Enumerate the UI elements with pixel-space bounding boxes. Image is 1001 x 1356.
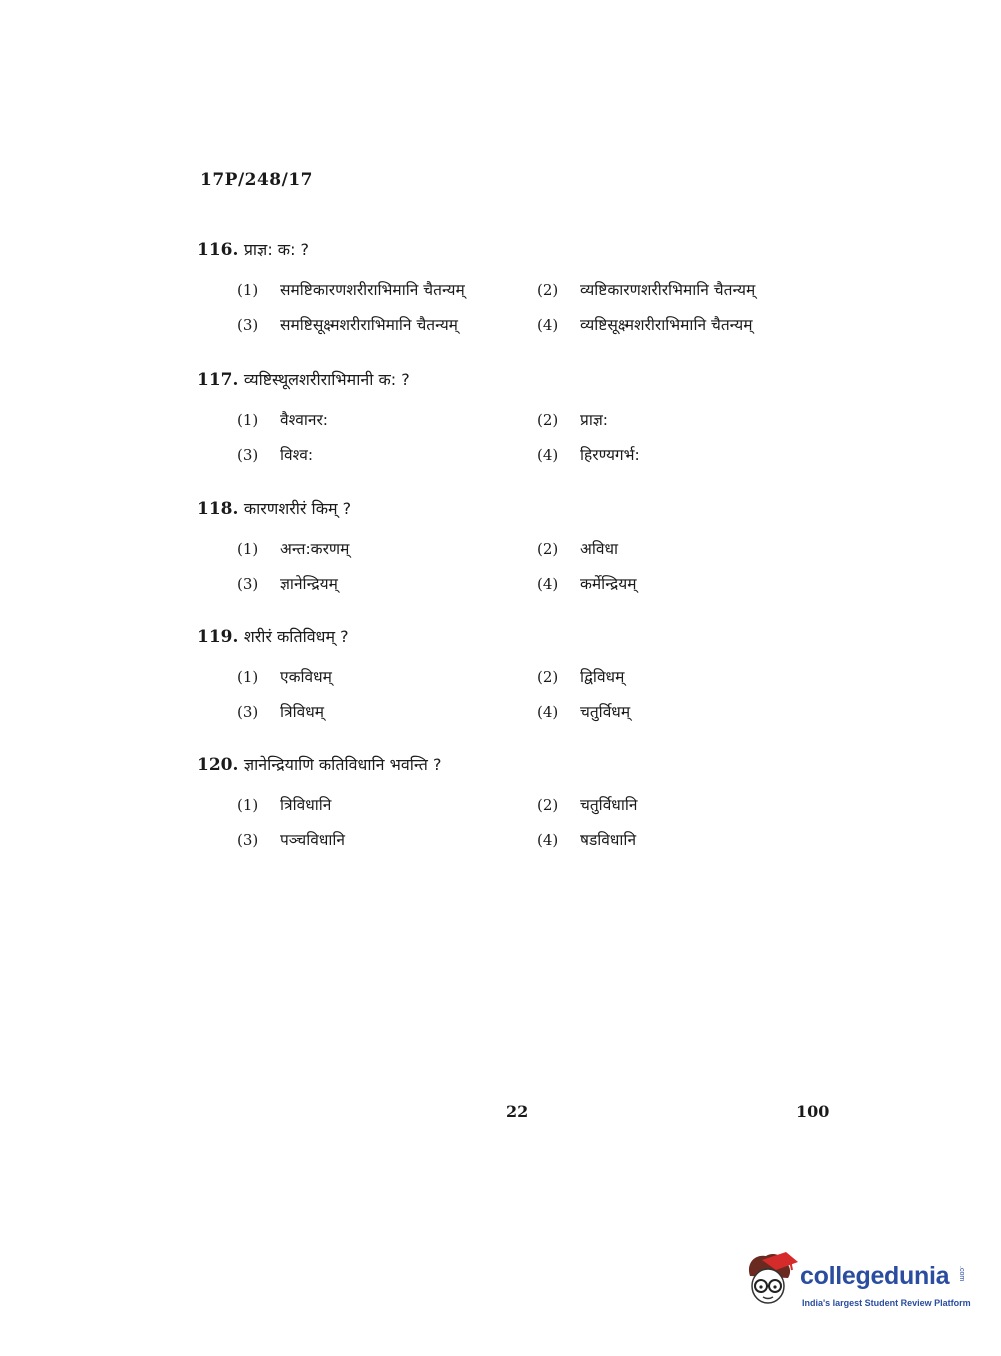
option-4 (537, 566, 636, 602)
question-116 (197, 237, 837, 342)
question-120 (197, 752, 837, 857)
option-number: (1) (237, 411, 259, 429)
question-stem (197, 367, 837, 393)
question-text: कारणशरीरं किम् ? (243, 499, 352, 518)
option-number: (3) (237, 575, 259, 593)
question-117 (197, 367, 837, 472)
option-text: एकविधम् (280, 668, 332, 686)
question-number: 118. (197, 499, 239, 519)
option-number: (3) (237, 446, 259, 464)
question-number: 119. (197, 627, 239, 647)
option-row (197, 822, 837, 857)
option-number: (2) (537, 411, 559, 429)
option-text: अन्त:करणम् (280, 540, 350, 558)
option-text: कर्मेन्द्रियम् (580, 575, 637, 593)
option-text: चतुर्विधम् (580, 703, 631, 721)
student-mascot-icon (742, 1250, 800, 1310)
option-3 (237, 437, 313, 473)
brand-name: collegedunia (800, 1262, 950, 1290)
option-text: अविधा (580, 540, 619, 558)
option-number: (4) (537, 703, 559, 721)
option-text: चतुर्विधानि (580, 796, 638, 814)
option-3 (237, 694, 324, 730)
option-row (197, 402, 837, 437)
option-number: (4) (537, 446, 559, 464)
question-number: 117. (197, 370, 239, 390)
option-3 (237, 566, 338, 602)
option-text: द्विविधम् (580, 668, 625, 686)
option-row (197, 437, 837, 472)
option-4 (537, 822, 636, 858)
option-row (197, 531, 837, 566)
option-text: व्यष्टिसूक्ष्मशरीराभिमानि चैतन्यम् (580, 316, 753, 334)
option-1 (237, 272, 465, 308)
option-number: (2) (537, 540, 559, 558)
option-number: (3) (237, 703, 259, 721)
option-2 (537, 402, 608, 438)
question-text: प्राज्ञ: क: ? (243, 240, 310, 259)
option-2 (537, 659, 624, 695)
option-row (197, 787, 837, 822)
option-4 (537, 437, 640, 473)
question-text: व्यष्टिस्थूलशरीराभिमानी क: ? (243, 370, 410, 389)
question-number: 120. (197, 755, 239, 775)
option-number: (4) (537, 575, 559, 593)
question-text: ज्ञानेन्द्रियाणि कतिविधानि भवन्ति ? (243, 755, 442, 774)
question-text: शरीरं कतिविधम् ? (243, 627, 349, 646)
option-number: (4) (537, 316, 559, 334)
option-text: त्रिविधम् (280, 703, 325, 721)
question-number: 116. (197, 240, 239, 260)
option-number: (1) (237, 796, 259, 814)
option-text: षडविधानि (580, 831, 637, 849)
option-number: (1) (237, 540, 259, 558)
option-text: प्राज्ञ: (580, 411, 608, 429)
total-marks: 100 (796, 1102, 830, 1121)
option-2 (537, 531, 618, 567)
option-number: (3) (237, 316, 259, 334)
option-row (197, 307, 837, 342)
option-text: वैश्वानर: (280, 411, 329, 429)
option-row (197, 659, 837, 694)
question-119 (197, 624, 837, 729)
question-stem (197, 752, 837, 778)
option-4 (537, 307, 753, 343)
question-stem (197, 624, 837, 650)
option-number: (2) (537, 281, 559, 299)
option-number: (1) (237, 668, 259, 686)
question-stem (197, 496, 837, 522)
option-1 (237, 787, 331, 823)
option-3 (237, 822, 345, 858)
page-number: 22 (506, 1102, 529, 1121)
option-3 (237, 307, 458, 343)
option-number: (2) (537, 796, 559, 814)
option-1 (237, 659, 332, 695)
option-text: पञ्चविधानि (280, 831, 345, 849)
question-stem (197, 237, 837, 263)
option-number: (4) (537, 831, 559, 849)
paper-code: 17P/248/17 (200, 170, 314, 190)
option-text: समष्टिकारणशरीराभिमानि चैतन्यम् (280, 281, 465, 299)
option-text: समष्टिसूक्ष्मशरीराभिमानि चैतन्यम् (280, 316, 458, 334)
collegedunia-watermark (742, 1250, 972, 1320)
option-row (197, 566, 837, 601)
option-text: व्यष्टिकारणशरीरभिमानि चैतन्यम् (580, 281, 756, 299)
option-row (197, 272, 837, 307)
option-number: (1) (237, 281, 259, 299)
option-1 (237, 402, 328, 438)
brand-tld: .com (958, 1266, 965, 1282)
question-118 (197, 496, 837, 601)
option-row (197, 694, 837, 729)
option-text: ज्ञानेन्द्रियम् (280, 575, 338, 593)
option-text: त्रिविधानि (280, 796, 332, 814)
option-1 (237, 531, 349, 567)
option-number: (2) (537, 668, 559, 686)
option-text: हिरण्यगर्भ: (580, 446, 640, 464)
brand-tagline: India's largest Student Review Platform (802, 1298, 971, 1308)
option-4 (537, 694, 630, 730)
option-number: (3) (237, 831, 259, 849)
option-text: विश्व: (280, 446, 314, 464)
option-2 (537, 272, 755, 308)
option-2 (537, 787, 637, 823)
